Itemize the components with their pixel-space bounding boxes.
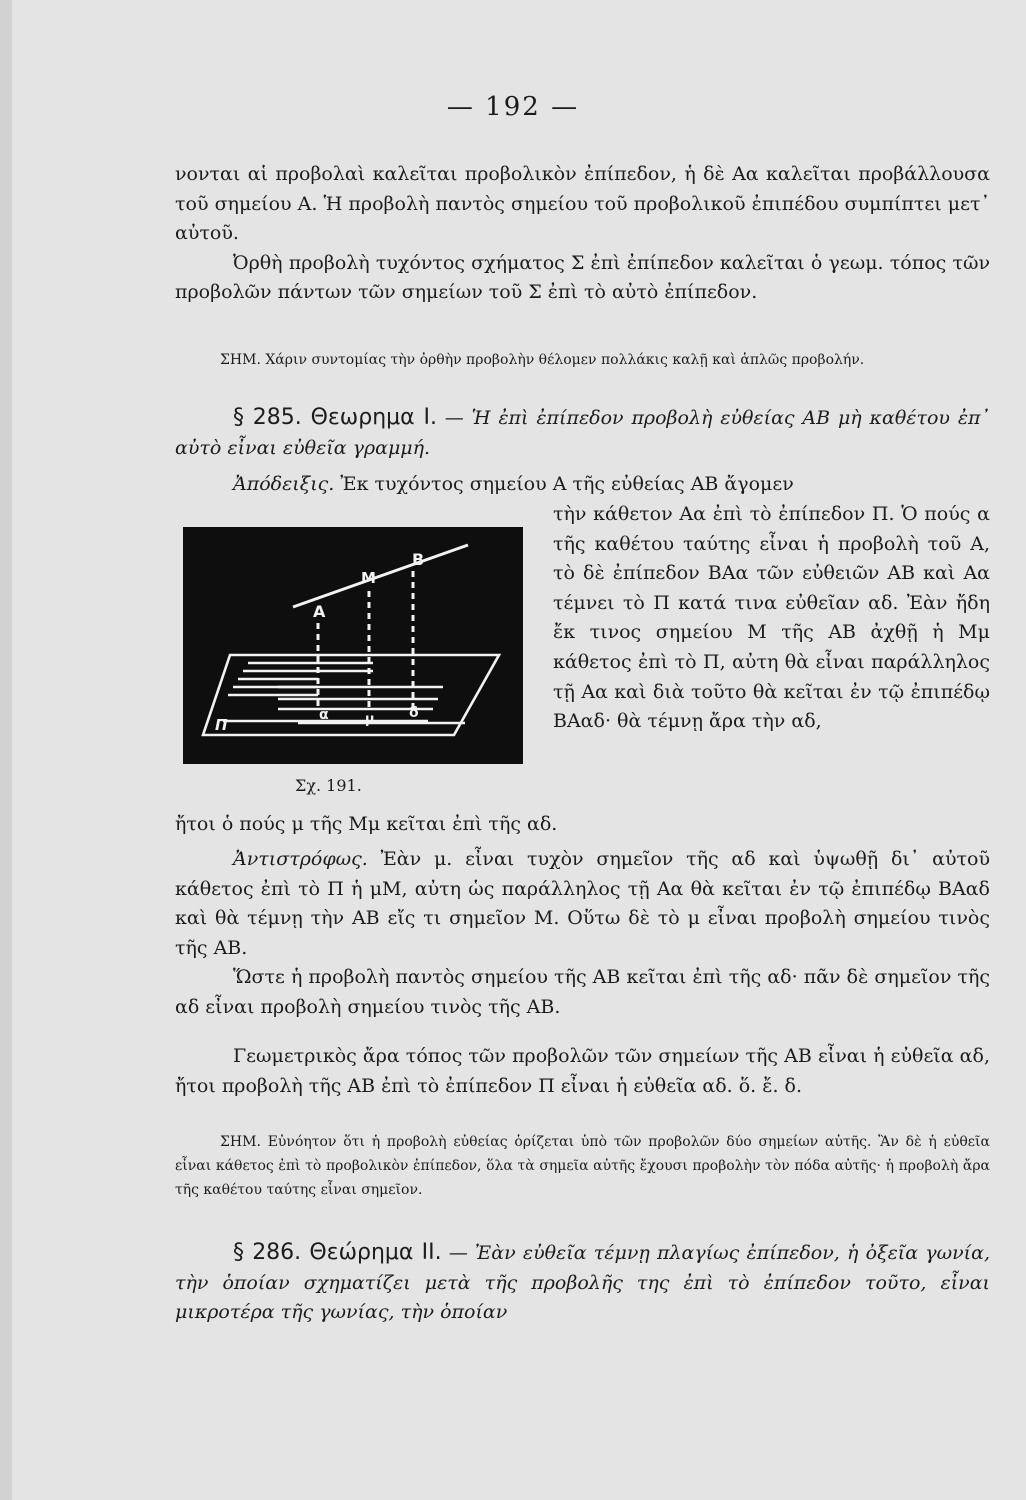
figure-caption: Σχ. 191. xyxy=(295,776,362,795)
label-plane: Π xyxy=(215,716,228,734)
figure-191 xyxy=(183,527,523,764)
label-a: α xyxy=(319,707,329,723)
note-perpendicular xyxy=(175,1130,990,1202)
converse-text: Ἐὰν μ. εἶναι τυχὸν σημεῖον τῆς αδ καὶ ὑψωθῇ δι᾽ αὐτοῦ κάθετος ἐπὶ τὸ Π ἡ μΜ, αὐτη ὡς παράλληλος τῇ Αα θὰ κεῖται ἐν τῷ ἐπιπέδῳ ΒΑαδ καὶ θὰ τέμνῃ τὴν ΑΒ εἴς τι σημεῖον Μ. Οὕτω δὲ τὸ μ εἶναι προβολὴ σημείου τινὸς τῆς ΑΒ. xyxy=(175,848,990,959)
label-B: Β xyxy=(412,550,425,569)
proof-conclusion-text: ἤτοι ὁ πούς μ τῆς Μμ κεῖται ἐπὶ τῆς αδ. xyxy=(175,813,558,835)
section-heading-286: § 286. Θεώρημα ΙΙ. xyxy=(233,1240,442,1265)
theorem-statement-285: — Ἡ ἐπὶ ἐπίπεδον προβολὴ εὐθείας ΑΒ μὴ καθέτου ἐπ᾽ αὐτὸ εἶναι εὐθεῖα γραμμή. xyxy=(175,407,990,459)
label-m: μ xyxy=(365,712,375,727)
projection-diagram xyxy=(183,527,523,764)
proof-conclusion xyxy=(175,810,990,840)
paragraph-locus: Γεωμετρικὸς ἄρα τόπος τῶν προβολῶν τῶν σημείων τῆς ΑΒ εἶναι ἡ εὐθεῖα αδ, ἤτοι προβολὴ τῆς ΑΒ ἐπὶ τὸ ἐπίπεδον Π εἶναι ἡ εὐθεῖα αδ. ὅ. ἔ. δ. xyxy=(175,1045,990,1097)
note2-text: ΣΗΜ. Εὐνόητον ὅτι ἡ προβολὴ εὐθείας ὁρίζεται ὑπὸ τῶν προβολῶν δύο σημείων αὐτῆς. Ἂν δὲ ἡ εὐθεῖα εἶναι κάθετος ἐπὶ τὸ προβολικὸν ἐπίπεδον, ὅλα τὰ σημεῖα αὐτῆς ἔχουσι προβολὴν τὸν πόδα αὐτῆς· ἡ προβολὴ ἄρα τῆς καθέτου ταύτης εἶναι σημεῖον. xyxy=(175,1134,990,1198)
note-brevity xyxy=(175,348,990,372)
theorem-286 xyxy=(175,1238,990,1328)
converse-block xyxy=(175,845,990,1022)
paragraph-conclusion: Ὥστε ἡ προβολὴ παντὸς σημείου τῆς ΑΒ κεῖται ἐπὶ τῆς αδ· πᾶν δὲ σημεῖον τῆς αδ εἶναι προβολὴ σημείου τινὸς τῆς ΑΒ. xyxy=(175,966,990,1018)
label-d: δ xyxy=(409,705,419,721)
proof-first-line xyxy=(175,470,990,500)
note-text: ΣΗΜ. Χάριν συντομίας τὴν ὀρθὴν προβολὴν θέλομεν πολλάκις καλῇ καὶ ἁπλῶς προβολήν. xyxy=(220,352,865,368)
paragraph-projection-plane: νονται αἱ προβολαὶ καλεῖται προβολικὸν ἐπίπεδον, ἡ δὲ Αα καλεῖται προβάλλουσα τοῦ σημείου Α. Ἡ προβολὴ παντὸς σημείου τοῦ προβολικοῦ ἐπιπέδου συμπίπτει μετ᾽ αὐτοῦ. xyxy=(175,163,990,244)
proof-wrapped-text xyxy=(553,500,990,737)
theorem-285 xyxy=(175,403,990,463)
page-number: — 192 — xyxy=(446,92,580,122)
intro-block xyxy=(175,160,990,308)
page-edge xyxy=(0,0,12,1500)
proof-body: τὴν κάθετον Αα ἐπὶ τὸ ἐπίπεδον Π. Ὁ πούς α τῆς καθέτου ταύτης εἶναι ἡ προβολὴ τοῦ Α, τὸ δὲ ἐπίπεδον ΒΑα τῶν εὐθειῶν ΑΒ καὶ Αα τέμνει τὸ Π κατά τινα εὐθεῖαν αδ. Ἐὰν ἤδη ἔκ τινος σημείου Μ τῆς ΑΒ ἀχθῇ ἡ Μμ κάθετος ἐπὶ τὸ Π, αὐτη θὰ εἶναι παράλληλος τῇ Αα καὶ διὰ τοῦτο θὰ κεῖται ἐν τῷ ἐπιπέδῳ ΒΑαδ· θὰ τέμνῃ ἄρα τὴν αδ, xyxy=(553,503,990,733)
paragraph-orthogonal-projection: Ὀρθὴ προβολὴ τυχόντος σχήματος Σ ἐπὶ ἐπίπεδον καλεῖται ὁ γεωμ. τόπος τῶν προβολῶν πάντων τῶν σημείων τοῦ Σ ἐπὶ τὸ αὐτὸ ἐπίπεδον. xyxy=(175,251,990,303)
section-heading-285: § 285. Θεωρημα Ι. xyxy=(233,405,437,430)
label-A: Α xyxy=(313,602,326,621)
theorem-statement-286: — Ἐὰν εὐθεῖα τέμνῃ πλαγίως ἐπίπεδον, ἡ ὀξεῖα γωνία, τὴν ὁποίαν σχηματίζει μετὰ τῆς προβολῆς της ἐπὶ τὸ ἐπίπεδον τοῦτο, εἶναι μικροτέρα τῆς γωνίας, τὴν ὁποίαν xyxy=(175,1242,990,1323)
proof-line: Ἐκ τυχόντος σημείου Α τῆς εὐθείας ΑΒ ἄγομεν xyxy=(340,473,794,495)
label-M: Μ xyxy=(361,569,376,587)
locus-block xyxy=(175,1042,990,1101)
line-AB xyxy=(293,545,468,607)
proof-label: Ἀπόδειξις. xyxy=(233,473,335,495)
converse-label: Ἀντιστρόφως. xyxy=(233,848,368,870)
